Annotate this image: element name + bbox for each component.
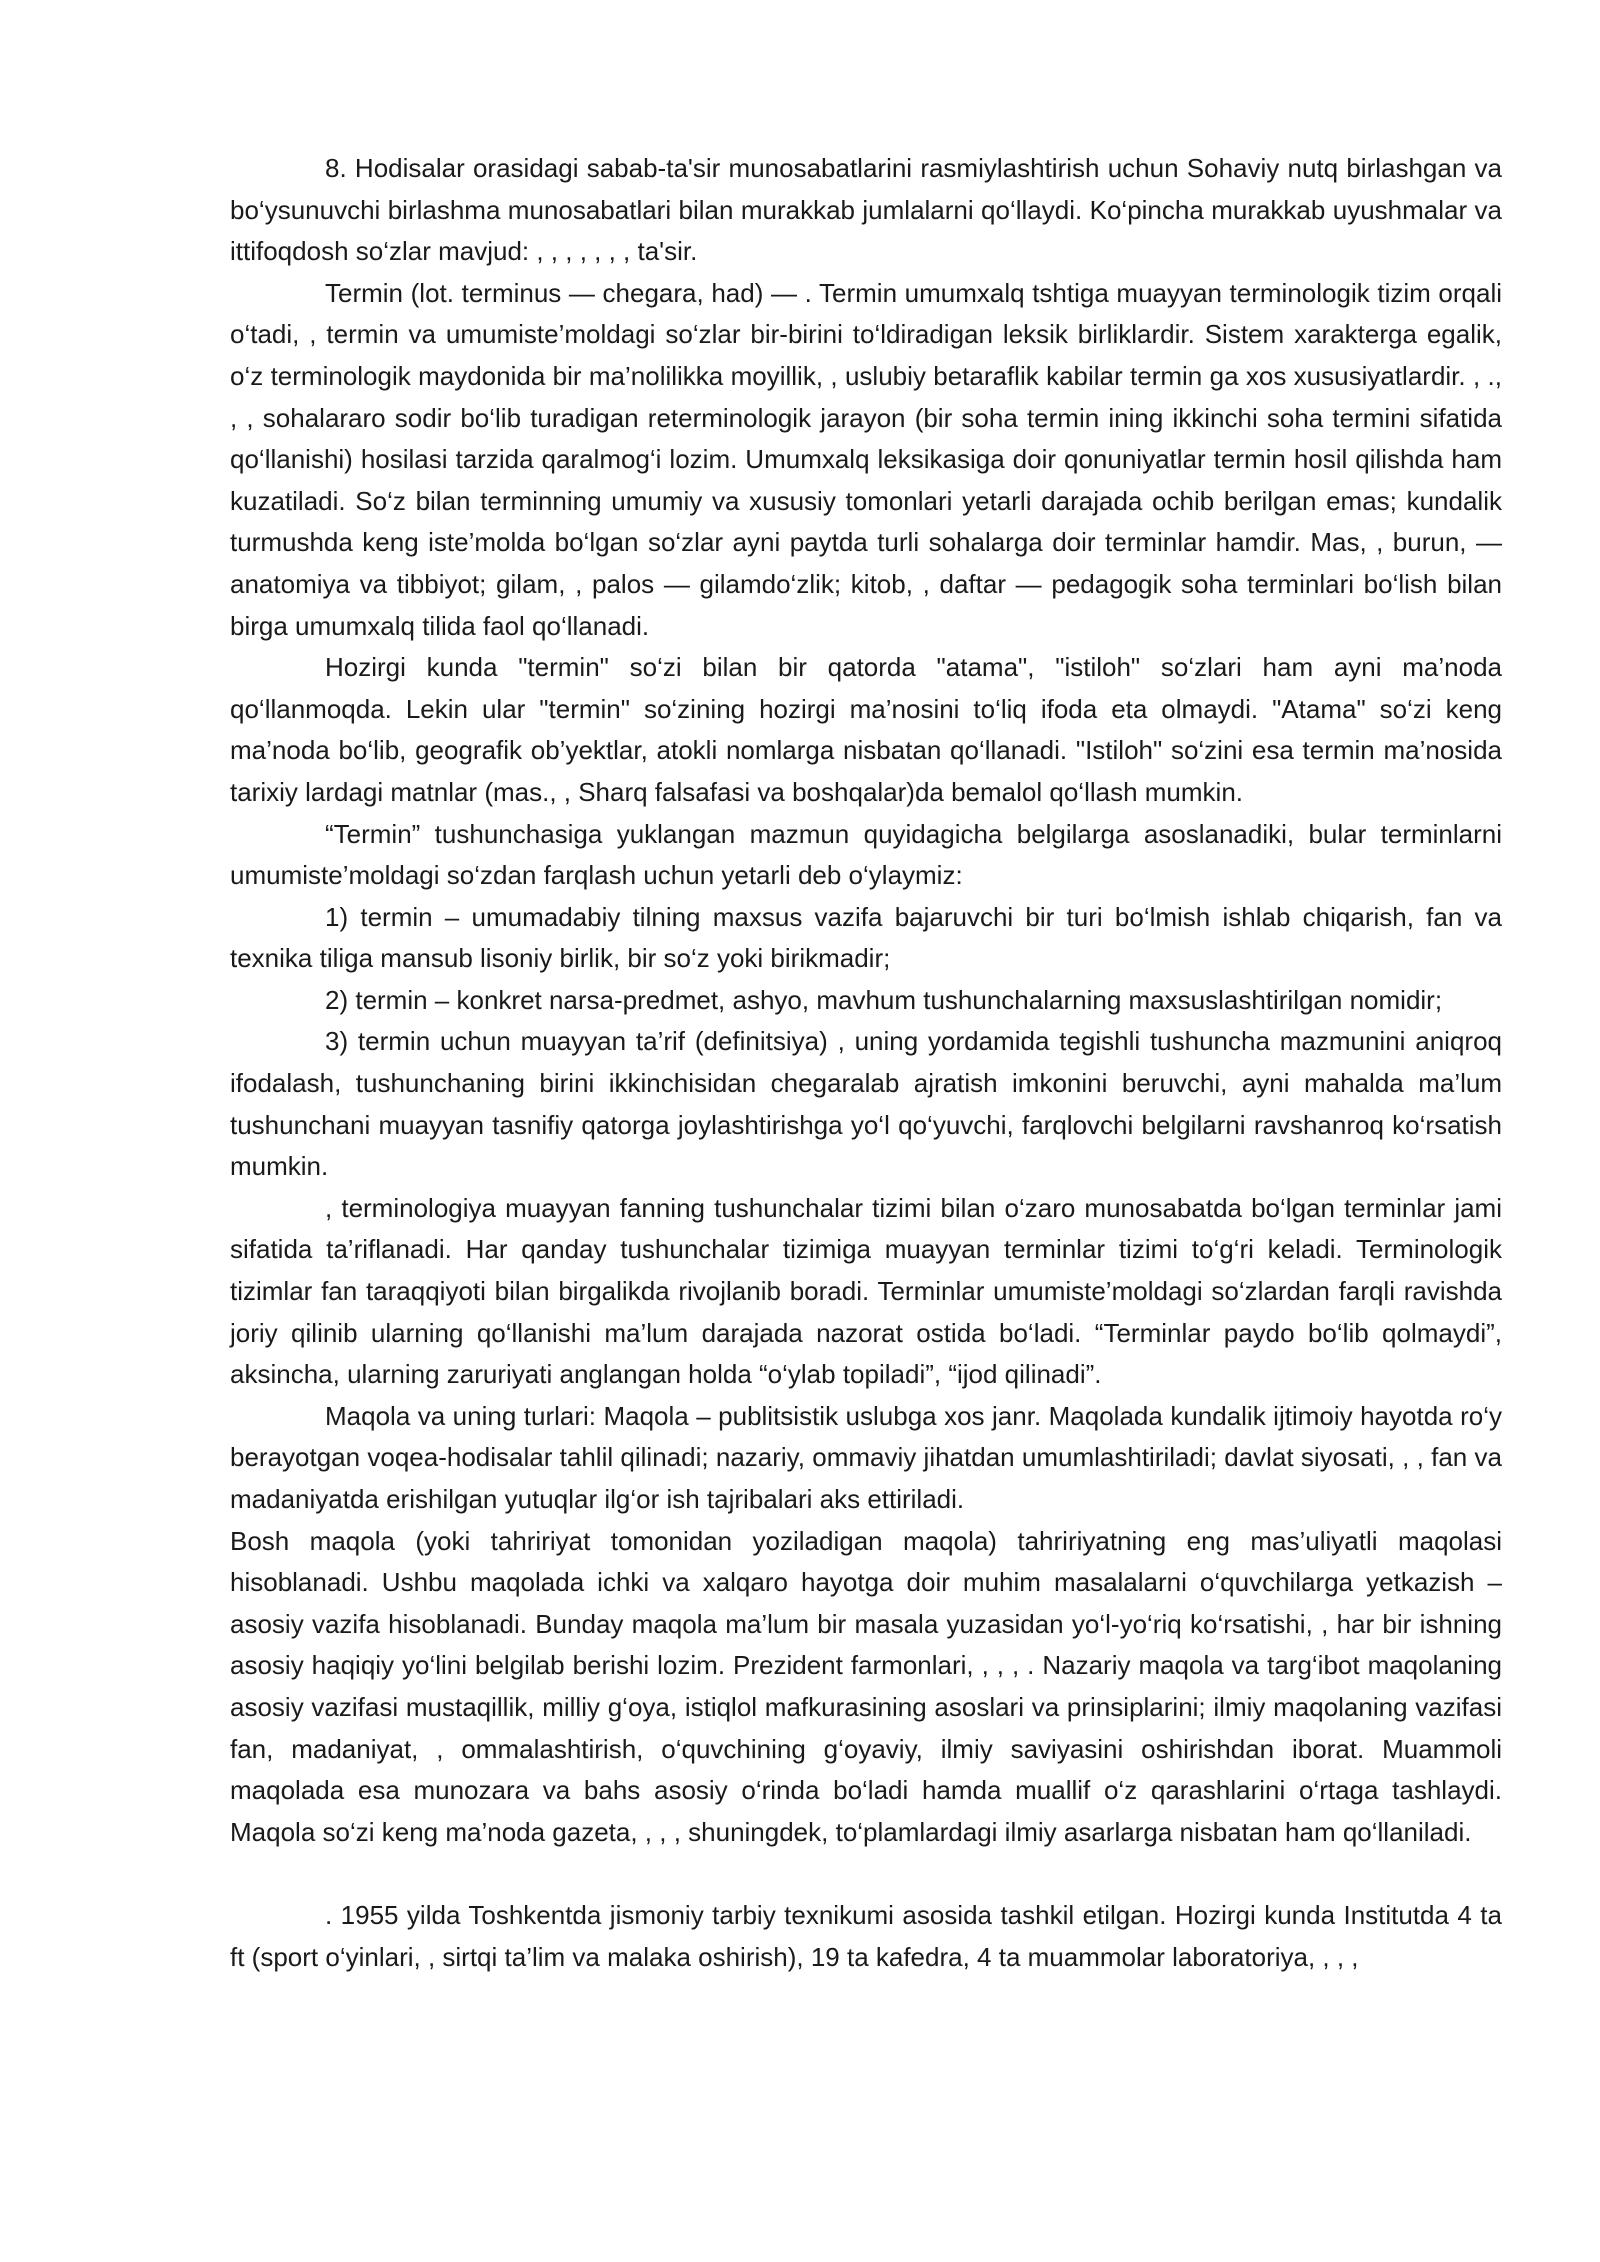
paragraph-bosh-maqola: Bosh maqola (yoki tahririyat tomonidan yoziladigan maqola) tahririyatning eng mas’uliyatli maqolasi hisoblanadi. Ushbu maqolada ichki va xalqaro hayotga doir muhim masalalarni o‘quvchilarga yetkazish – asosiy vazifa hisoblanadi. Bunday maqola ma’lum bir masala yuzasidan yo‘l-yo‘riq ko‘rsatishi, , har bir ishning asosiy haqiqiy yo‘lini belgilab berishi lozim. Prezident farmonlari, , , , . Nazariy maqola va targ‘ibot maqolaning asosiy vazifasi mustaqillik, milliy g‘oya, istiqlol mafkurasining asoslari va prinsiplarini; ilmiy maqolaning vazifasi fan, madaniyat, , ommalashtirish, o‘quvchining g‘oyaviy, ilmiy saviyasini oshirishdan iborat. Muammoli maqolada esa munozara va bahs asosiy o‘rinda bo‘ladi hamda muallif o‘z qarashlarini o‘rtaga tashlaydi. Maqola so‘zi keng ma’noda gazeta, , , , shuningdek, to‘plamlardagi ilmiy asarlarga nisbatan ham qo‘llaniladi. xyxy=(230,1525,1502,1847)
paragraph-termin-definition: Termin (lot. terminus — chegara, had) — . Termin umumxalq tshtiga muayyan terminologik tizim orqali o‘tadi, , termin va umumiste’moldagi so‘zlar bir-birini to‘ldiradigan leksik birliklardir. Sistem xarakterga egalik, o‘z terminologik maydonida bir ma’nolilikka moyillik, , uslubiy betaraflik kabilar termin ga xos xususiyatlardir. , ., , , sohalararo sodir bo‘lib turadigan reterminologik jarayon (bir soha termin ining ikkinchi soha termini sifatida qo‘llanishi) hosilasi tarzida qaralmog‘i lozim. Umumxalq leksikasiga doir qonuniyatlar termin hosil qilishda ham kuzatiladi. So‘z bilan terminning umumiy va xususiy tomonlari yetarli darajada ochib berilgan emas; kundalik turmushda keng iste’molda bo‘lgan so‘zlar ayni paytda turli sohalarga doir terminlar hamdir. Mas, , burun, — anatomiya va tibbiyot; gilam, , palos — gilamdo‘zlik; kitob, , daftar — pedagogik soha terminlari bo‘lish bilan birga umumxalq tilida faol qo‘llanadi. xyxy=(230,277,1502,641)
paragraph-maqola-types: Maqola va uning turlari: Maqola – publitsistik uslubga xos janr. Maqolada kundalik ijtimoiy hayotda ro‘y berayotgan voqea-hodisalar tahlil qilinadi; nazariy, ommaviy jihatdan umumlashtiriladi; davlat siyosati, , , fan va madaniyatda erishilgan yutuqlar ilg‘or ish tajribalari aks ettiriladi. xyxy=(230,1400,1502,1514)
paragraph-institute-history: . 1955 yilda Toshkentda jismoniy tarbiy texnikumi asosida tashkil etilgan. Hozirgi kunda Institutda 4 ta ft (sport o‘yinlari, , sirtqi ta’lim va malaka oshirish), 19 ta kafedra, 4 ta muammolar laboratoriya, , , , xyxy=(230,1899,1502,1972)
list-item-feature-3: 3) termin uchun muayyan ta’rif (definitsiya) , uning yordamida tegishli tushuncha mazmunini aniqroq ifodalash, tushunchaning birini ikkinchisidan chegaralab ajratish imkonini beruvchi, ayni mahalda ma’lum tushunchani muayyan tasnifiy qatorga joylashtirishga yo‘l qo‘yuvchi, farqlovchi belgilarni ravshanroq ko‘rsatish mumkin. xyxy=(230,1026,1502,1182)
list-item-feature-1: 1) termin – umumadabiy tilning maxsus vazifa bajaruvchi bir turi bo‘lmish ishlab chiqarish, fan va texnika tiliga mansub lisoniy birlik, bir so‘z yoki birikmadir; xyxy=(230,901,1502,974)
paragraph-termin-features-intro: “Termin” tushunchasiga yuklangan mazmun quyidagicha belgilarga asoslanadiki, bular terminlarni umumiste’moldagi so‘zdan farqlash uchun yetarli deb o‘ylaymiz: xyxy=(230,818,1502,891)
list-item-feature-2: 2) termin – konkret narsa-predmet, ashyo, mavhum tushunchalarning maxsuslashtirilgan nomidir; xyxy=(325,984,1443,1015)
paragraph-atama-istiloh: Hozirgi kunda "termin" so‘zi bilan bir qatorda "atama", "istiloh" so‘zlari ham ayni ma’noda qo‘llanmoqda. Lekin ular "termin" so‘zining hozirgi ma’nosini to‘liq ifoda eta olmaydi. "Atama" so‘zi keng ma’noda bo‘lib, geografik ob’yektlar, atokli nomlarga nisbatan qo‘llanadi. "Istiloh" so‘zini esa termin ma’nosida tarixiy lardagi matnlar (mas., , Sharq falsafasi va boshqalar)da bemalol qo‘llash mumkin. xyxy=(230,652,1502,807)
document-page xyxy=(230,148,1502,1978)
paragraph-causal-relations: 8. Hodisalar orasidagi sabab-ta'sir munosabatlarini rasmiylashtirish uchun Sohaviy nutq birlashgan va bo‘ysunuvchi birlashma munosabatlari bilan murakkab jumlalarni qo‘llaydi. Ko‘pincha murakkab uyushmalar va ittifoqdosh so‘zlar mavjud: , , , , , , , ta'sir. xyxy=(230,153,1502,267)
paragraph-terminology-system: , terminologiya muayyan fanning tushunchalar tizimi bilan o‘zaro munosabatda bo‘lgan terminlar jami sifatida ta’riflanadi. Har qanday tushunchalar tizimiga muayyan terminlar tizimi to‘g‘ri keladi. Terminologik tizimlar fan taraqqiyoti bilan birgalikda rivojlanib boradi. Terminlar umumiste’moldagi so‘zlardan farqli ravishda joriy qilinib ularning qo‘llanishi ma’lum darajada nazorat ostida bo‘ladi. “Terminlar paydo bo‘lib qolmaydi”, aksincha, ularning zaruriyati anglangan holda “o‘ylab topiladi”, “ijod qilinadi”. xyxy=(230,1192,1502,1390)
